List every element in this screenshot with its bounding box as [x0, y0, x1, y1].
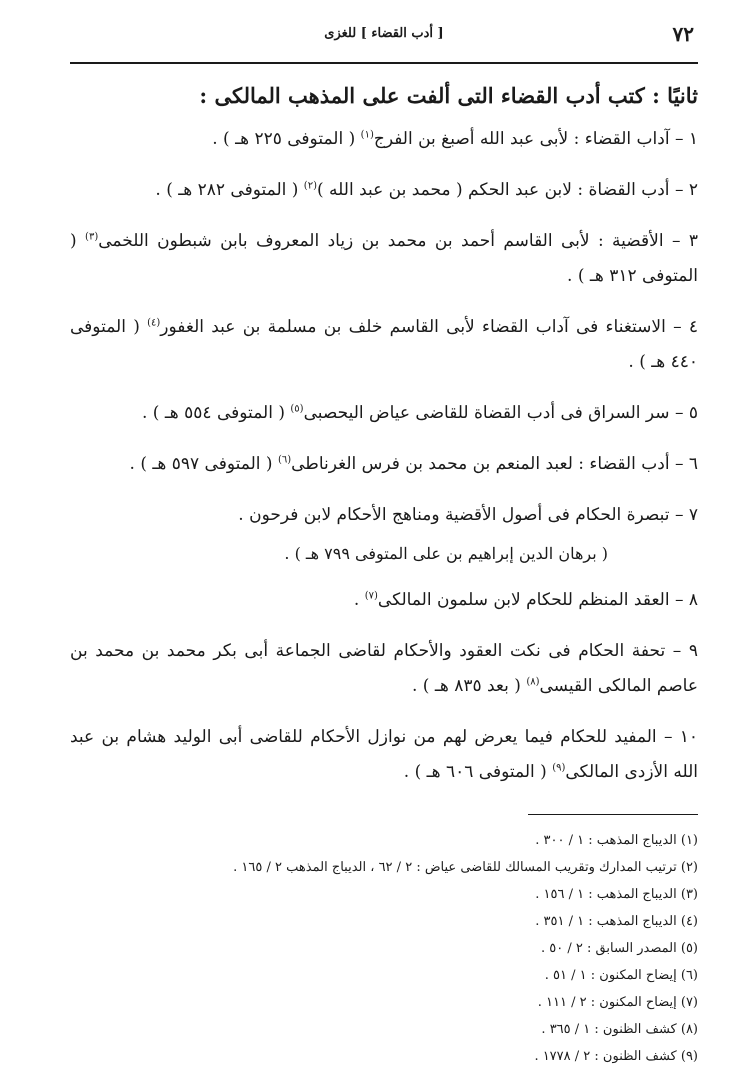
entry-text: أدب القضاة : لابن عبد الحكم ( محمد بن عبد الله ) — [316, 180, 670, 200]
entry-text: سر السراق فى أدب القضاة للقاضى عياض اليحصبى — [303, 403, 670, 423]
footnote-ref[interactable]: (٢) — [303, 180, 317, 192]
footnote: (٢) ترتيب المدارك وتقريب المسالك للقاضى عياض : ٢ / ٦٢ ، الديباج المذهب ٢ / ١٦٥ . — [233, 860, 698, 875]
entry-text: تحفة الحكام فى نكت العقود والأحكام لقاضى الجماعة أبى بكر محمد بن محمد بن عاصم المالكى القيسى — [70, 641, 698, 696]
entry-continuation: ( برهان الدين إبراهيم بن على المتوفى ٧٩٩ هـ ) . — [284, 544, 608, 563]
list-item: ٥ – سر السراق فى أدب القضاة للقاضى عياض اليحصبى$^{(٥)}$ ( المتوفى ٥٥٤ هـ ) . — [141, 403, 698, 423]
entry-tail: . — [353, 590, 365, 610]
list-item: ٦ – أدب القضاء : لعبد المنعم بن محمد بن فرس الغرناطى$^{(٦)}$ ( المتوفى ٥٩٧ هـ ) . — [129, 454, 698, 474]
entry-number: ٣ — [688, 231, 699, 251]
footnote: (٩) كشف الظنون : ٢ / ١٧٧٨ . — [534, 1049, 698, 1064]
list-item: ٢ – أدب القضاة : لابن عبد الحكم ( محمد بن عبد الله )$^{(٢)}$ ( المتوفى ٢٨٢ هـ ) . — [155, 180, 698, 200]
entry-number: ٢ — [688, 180, 698, 200]
running-header — [70, 18, 698, 56]
footnote-ref[interactable]: (٥) — [290, 403, 304, 415]
book-page — [70, 18, 698, 1068]
entry-number: ٥ — [688, 403, 698, 423]
entry-text: الاستغناء فى آداب القضاء لأبى القاسم خلف بن مسلمة بن عبد الغفور — [160, 317, 666, 337]
entry-number: ٤ — [688, 317, 698, 337]
section-heading: ثانيًا : كتب أدب القضاء التى ألفت على المذهب المالكى : — [199, 83, 698, 108]
entry-text: المفيد للحكام فيما يعرض لهم من نوازل الأحكام للقاضى أبى الوليد هشام بن عبد الله الأزدى المالكى — [70, 727, 698, 782]
entry-number: ٦ — [688, 454, 698, 474]
entry-text: تبصرة الحكام فى أصول الأقضية ومناهج الأحكام لابن فرحون . — [238, 505, 670, 525]
entry-tail: ( المتوفى ٢٢٥ هـ ) . — [212, 129, 361, 149]
list-item: ١٠ – المفيد للحكام فيما يعرض لهم من نوازل الأحكام للقاضى أبى الوليد هشام بن عبد الله الأزدى المالكى$^{(٩)}$ ( المتوفى ٦٠٦ هـ ) . — [70, 727, 698, 782]
footnotes — [70, 827, 698, 1070]
entry-tail: ( المتوفى ٥٥٤ هـ ) . — [141, 403, 291, 423]
footnote: (٧) إيضاح المكنون : ٢ / ١١١ . — [537, 995, 698, 1010]
footnote-ref[interactable]: (٤) — [147, 317, 161, 329]
header-rule — [70, 62, 698, 64]
footnote-ref[interactable]: (٣) — [85, 231, 99, 243]
entry-text: العقد المنظم للحكام لابن سلمون المالكى — [377, 590, 670, 610]
footnote-ref[interactable]: (١) — [360, 129, 374, 141]
list-item: ٣ – الأقضية : لأبى القاسم أحمد بن محمد بن زياد المعروف بابن شبطون اللخمى$^{(٣)}$ ( المتوفى ٣١٢ هـ ) . — [70, 231, 699, 286]
footnote-ref[interactable]: (٩) — [552, 762, 566, 774]
footnote: (٦) إيضاح المكنون : ١ / ٥١ . — [544, 968, 698, 983]
footnote: (٨) كشف الظنون : ١ / ٣٦٥ . — [541, 1022, 698, 1037]
footnote: (١) الديباج المذهب : ١ / ٣٠٠ . — [535, 833, 698, 848]
footnote-divider — [528, 814, 698, 815]
entry-number: ١ — [688, 129, 698, 149]
entry-number: ٧ — [688, 505, 698, 525]
list-item: ١ – آداب القضاء : لأبى عبد الله أصبغ بن الفرج$^{(١)}$ ( المتوفى ٢٢٥ هـ ) . — [212, 129, 698, 149]
entry-text: الأقضية : لأبى القاسم أحمد بن محمد بن زياد المعروف بابن شبطون اللخمى — [98, 231, 664, 251]
entry-text: أدب القضاء : لعبد المنعم بن محمد بن فرس الغرناطى — [291, 454, 670, 474]
entry-tail: ( المتوفى ٥٩٧ هـ ) . — [129, 454, 278, 474]
entry-number: ١٠ — [679, 727, 698, 747]
footnote: (٤) الديباج المذهب : ١ / ٣٥١ . — [535, 914, 698, 929]
list-item: ٩ – تحفة الحكام فى نكت العقود والأحكام لقاضى الجماعة أبى بكر محمد بن محمد بن عاصم المالكى القيسى$^{(٨)}$ ( بعد ٨٣٥ هـ ) . — [70, 641, 698, 696]
footnote: (٥) المصدر السابق : ٢ / ٥٠ . — [541, 941, 698, 956]
footnote: (٣) الديباج المذهب : ١ / ١٥٦ . — [535, 887, 698, 902]
entry-number: ٩ — [688, 641, 698, 661]
list-item: ٨ – العقد المنظم للحكام لابن سلمون المالكى$^{(٧)}$ . — [353, 590, 698, 610]
entry-tail: ( بعد ٨٣٥ هـ ) . — [412, 676, 527, 696]
entry-tail: ( المتوفى ٣١٢ هـ ) . — [70, 231, 698, 286]
entry-tail: ( المتوفى ٦٠٦ هـ ) . — [403, 762, 553, 782]
entry-number: ٨ — [688, 590, 698, 610]
list-item: ٤ – الاستغناء فى آداب القضاء لأبى القاسم خلف بن مسلمة بن عبد الغفور$^{(٤)}$ ( المتوفى ٤٤٠ هـ ) . — [70, 317, 698, 372]
list-item: ٧ – تبصرة الحكام فى أصول الأقضية ومناهج الأحكام لابن فرحون . — [238, 505, 698, 525]
entry-tail: ( المتوفى ٢٨٢ هـ ) . — [155, 180, 304, 200]
page-number: ٧٢ — [672, 22, 694, 46]
entry-tail: ( المتوفى ٤٤٠ هـ ) . — [70, 317, 698, 372]
entry-list — [70, 122, 698, 790]
running-title: [ أدب القضاء ] للغزى — [324, 26, 444, 41]
footnote-ref[interactable]: (٧) — [364, 590, 378, 602]
entry-text: آداب القضاء : لأبى عبد الله أصبغ بن الفرج — [373, 129, 670, 149]
footnote-ref[interactable]: (٨) — [526, 676, 540, 688]
footnote-ref[interactable]: (٦) — [277, 454, 292, 466]
